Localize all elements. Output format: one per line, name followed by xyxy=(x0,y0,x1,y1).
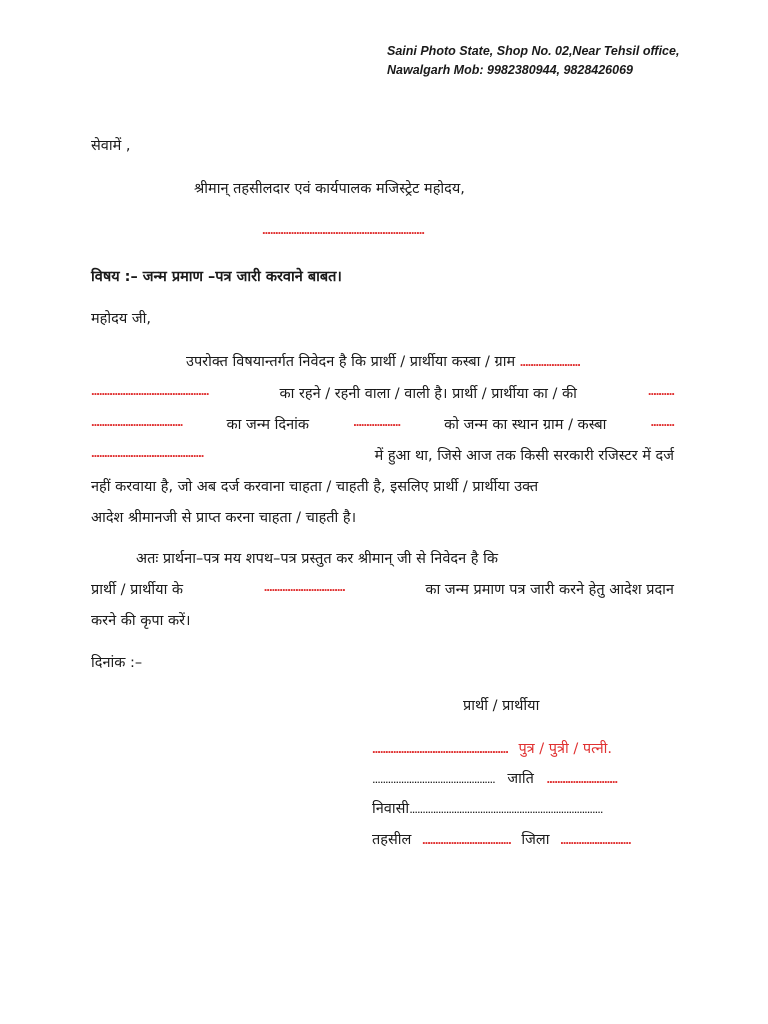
header-contact: Nawalgarh Mob: 9982380944, 9828426069 xyxy=(387,63,633,77)
para2-l2-a: प्रार्थी / प्रार्थीया के xyxy=(91,582,184,598)
para1-l2-end: .......... xyxy=(647,383,674,398)
para1-l2-text: का रहने / रहनी वाला / वाली है। प्रार्थी / प्रार्थीया का / की xyxy=(279,386,577,402)
para1-line4 xyxy=(91,445,674,465)
name-dots: .................................................... xyxy=(372,741,508,756)
para1-l3-end: ......... xyxy=(650,414,674,429)
caste-dots: ............................................... xyxy=(372,771,495,786)
subject-line: विषय :– जन्म प्रमाण –पत्र जारी करवाने बाबत। xyxy=(91,269,342,285)
caste-line xyxy=(372,768,617,788)
para1-line6: आदेश श्रीमानजी से प्राप्त करना चाहता / चाहती है। xyxy=(91,510,357,526)
para2-line3: करने की कृपा करें। xyxy=(91,613,191,629)
para1-l4-text: में हुआ था, जिसे आज तक किसी सरकारी रजिस्टर में दर्ज xyxy=(374,448,674,464)
para1-l3-b: को जन्म का स्थान ग्राम / कस्बा xyxy=(444,417,607,433)
residence-dots: .......................................................................... xyxy=(409,801,603,816)
para1-l3-a: का जन्म दिनांक xyxy=(226,417,310,433)
residence-label: निवासी xyxy=(372,801,410,817)
tehsil-label: तहसील xyxy=(372,832,412,848)
shop-header xyxy=(387,42,727,80)
para1-line3 xyxy=(91,414,674,434)
applicant-title: प्रार्थी / प्रार्थीया xyxy=(463,698,540,714)
tehsil-dots: .................................. xyxy=(421,832,511,847)
blank-dots: .............................................................. xyxy=(262,222,424,237)
para1-line5: नहीं करवाया है, जो अब दर्ज करवाना चाहता / चाहती है, इसलिए प्रार्थी / प्रार्थीया उक्त xyxy=(91,479,539,495)
residence-line xyxy=(372,798,602,818)
para1-line2 xyxy=(91,383,674,403)
applicant-name-line xyxy=(372,738,612,758)
salutation: सेवामें , xyxy=(91,138,131,154)
district-dots: ........................... xyxy=(560,832,631,847)
addressee-blank xyxy=(262,222,424,238)
tehsil-line xyxy=(372,829,631,849)
addressee: श्रीमान् तहसीलदार एवं कार्यपालक मजिस्ट्रेट महोदय, xyxy=(194,181,465,197)
para2-line2 xyxy=(91,579,674,599)
district-label: जिला xyxy=(521,832,550,848)
para1-l1-dots: ....................... xyxy=(519,354,580,369)
para2-line1: अतः प्रार्थना–पत्र मय शपथ–पत्र प्रस्तुत कर श्रीमान् जी से निवेदन है कि xyxy=(136,551,498,567)
caste-dots-2: ........................... xyxy=(546,771,618,786)
date-label: दिनांक :– xyxy=(91,655,143,671)
para2-l2-b: का जन्म प्रमाण पत्र जारी करने हेतु आदेश प्रदान xyxy=(425,582,674,598)
para1-l3-dots2: .................. xyxy=(353,414,401,429)
para1-l3-dots: ................................... xyxy=(91,414,183,429)
relation-label: पुत्र / पुत्री / पत्नी. xyxy=(518,741,612,757)
header-address: Saini Photo State, Shop No. 02,Near Tehsil office, xyxy=(387,44,680,58)
para1-line1 xyxy=(186,351,580,371)
para1-l4-dots: ........................................... xyxy=(91,445,204,460)
caste-label: जाति xyxy=(507,771,534,787)
para2-l2-dots: ............................... xyxy=(263,579,345,594)
greeting: महोदय जी, xyxy=(91,311,151,327)
para1-l2-dots: ............................................. xyxy=(91,383,209,398)
para1-l1-text: उपरोक्त विषयान्तर्गत निवेदन है कि प्रार्थी / प्रार्थीया कस्बा / ग्राम xyxy=(186,354,516,370)
